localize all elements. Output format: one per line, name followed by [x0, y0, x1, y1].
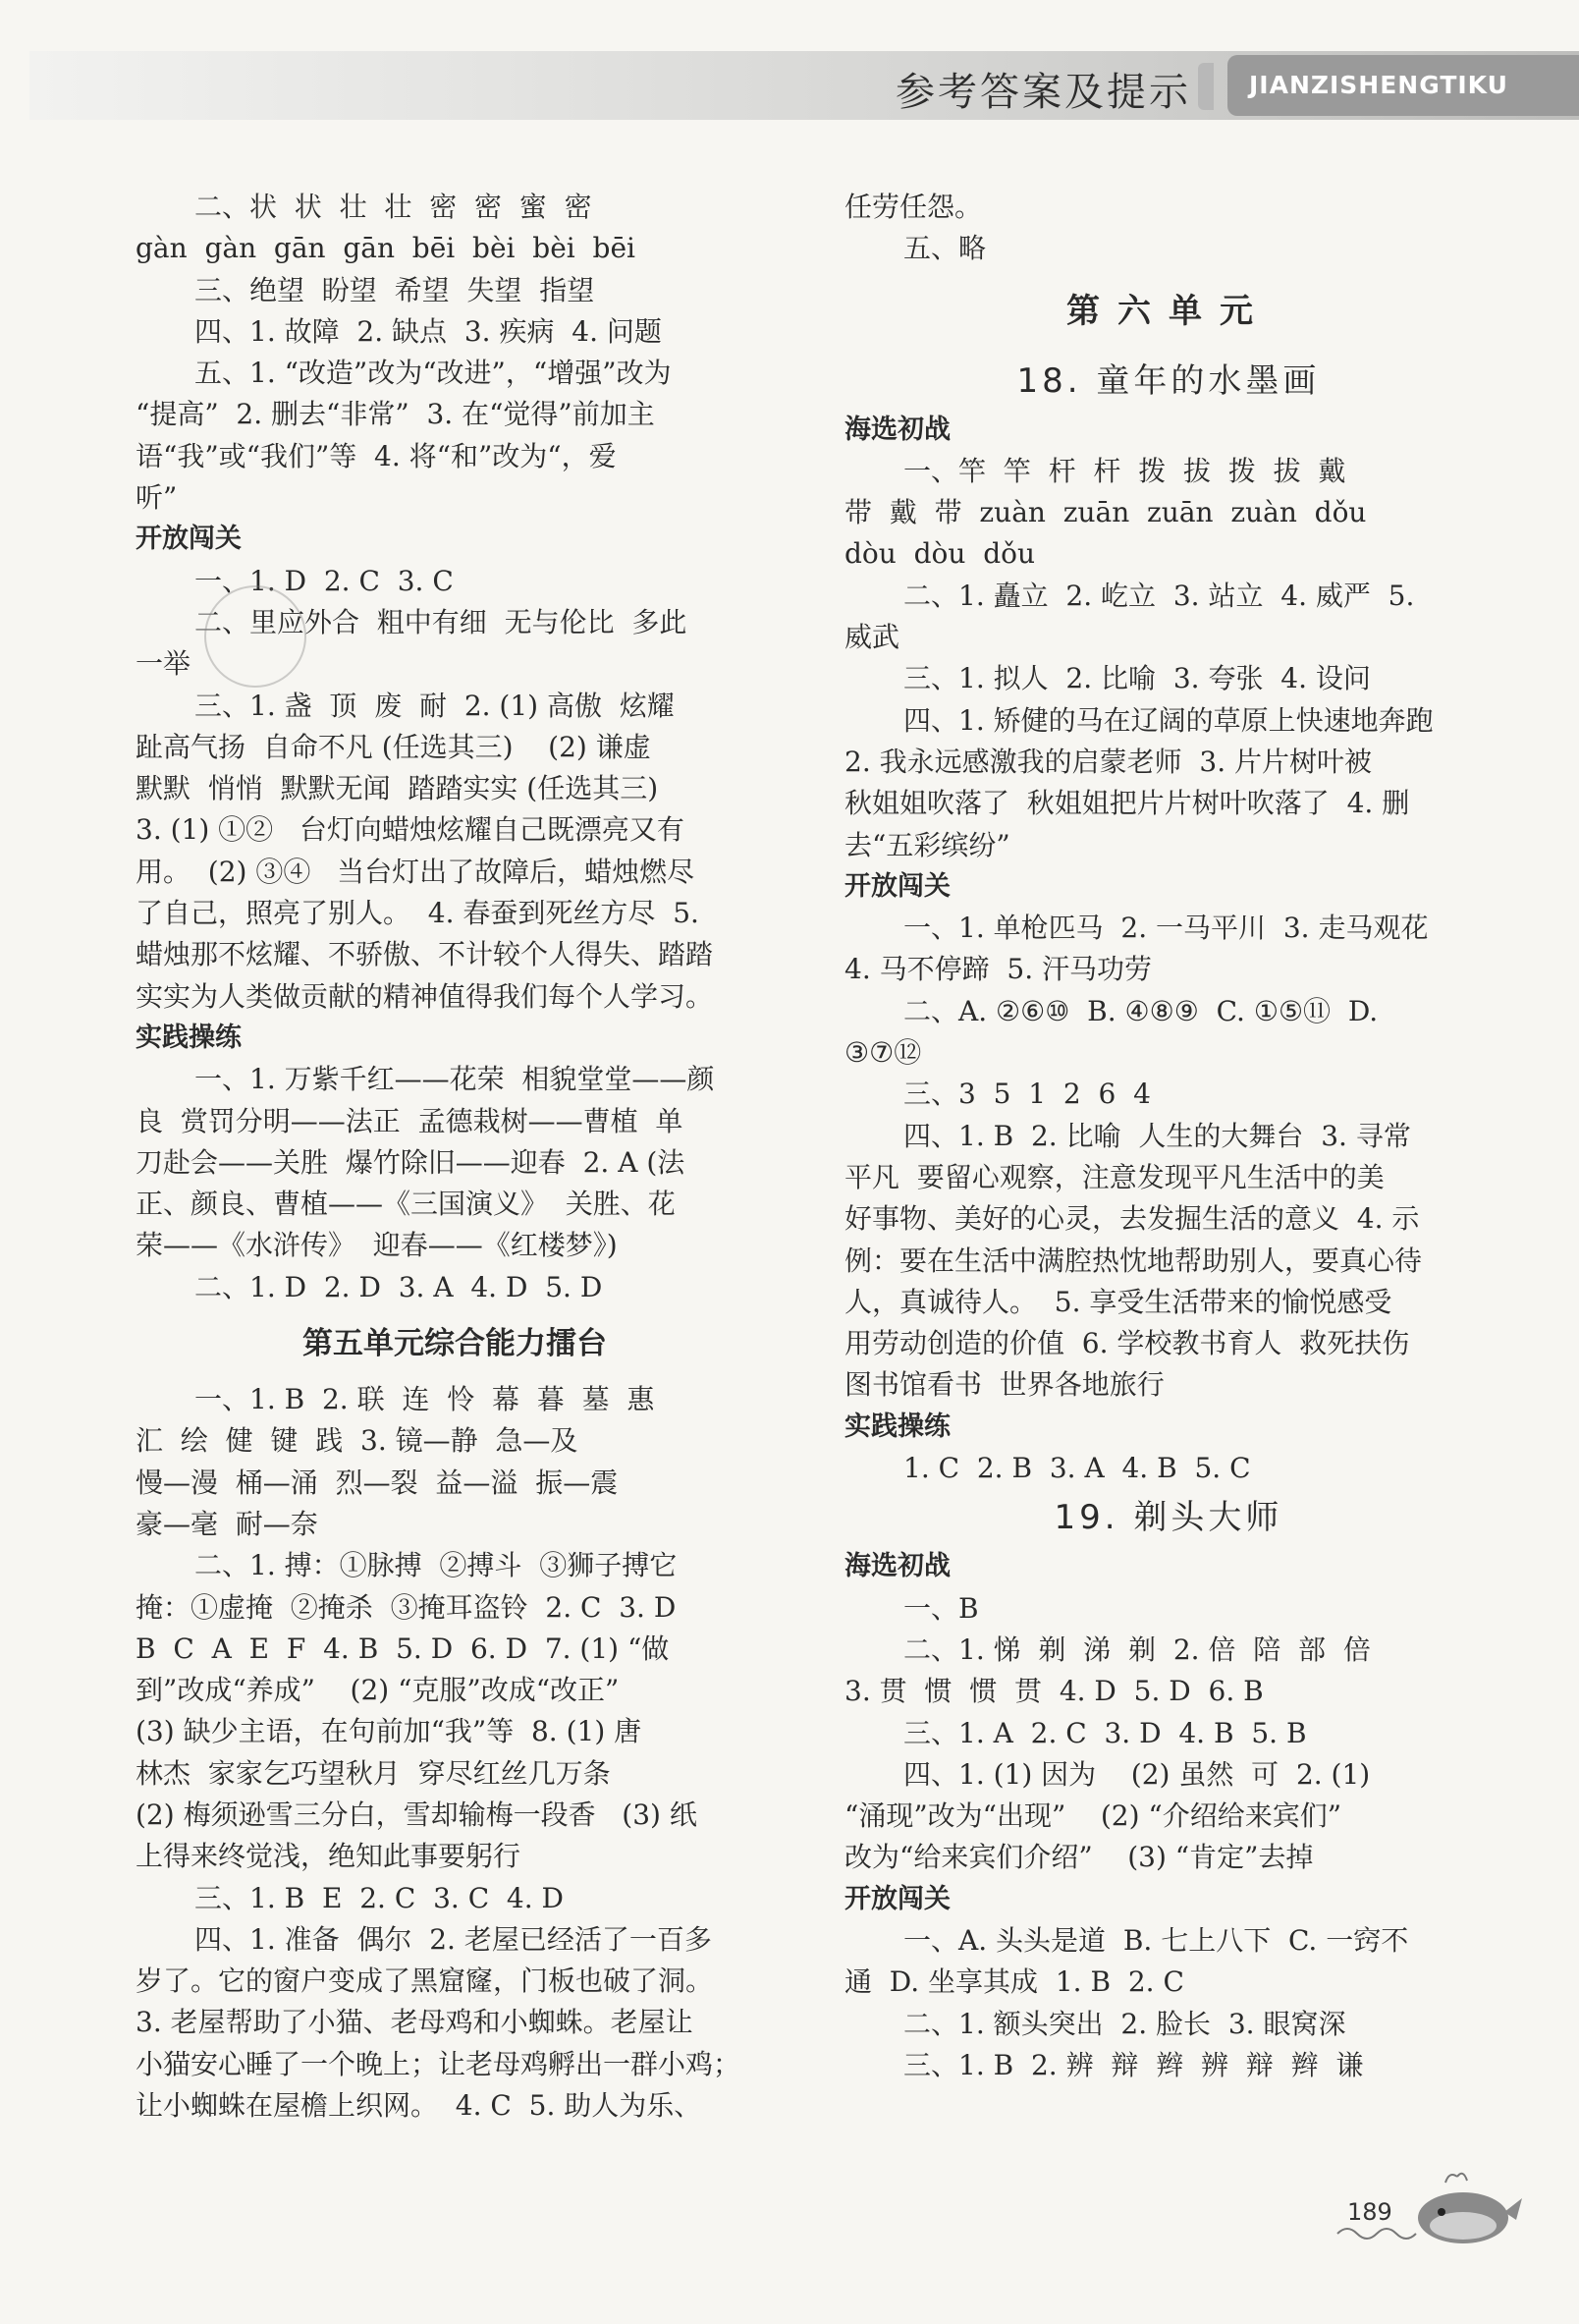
- answer-line: 二、1. 矗立 2. 屹立 3. 站立 4. 威严 5.: [903, 579, 1415, 612]
- answer-line: 四、1. B 2. 比喻 人生的大舞台 3. 寻常: [903, 1119, 1411, 1152]
- answer-line: 1. C 2. B 3. A 4. B 5. C: [903, 1452, 1251, 1485]
- answer-line: 正、颜良、曹植——《三国演义》 关胜、花: [136, 1188, 676, 1221]
- answer-line: 一、1. 万紫千红——花荣 相貌堂堂——颜: [194, 1063, 715, 1096]
- right-answer-column: [844, 187, 1493, 2086]
- answer-line: 威武: [844, 621, 900, 654]
- answer-line: 三、1. 盏 顶 废 耐 2. (1) 高傲 炫耀: [194, 689, 675, 722]
- section-heading: 实践操练: [844, 1411, 951, 1442]
- answer-line: 一举: [136, 647, 191, 681]
- answer-line: 4. 马不停蹄 5. 汗马功劳: [844, 953, 1153, 986]
- answer-line: 了自己，照亮了别人。 4. 春蚕到死丝方尽 5.: [136, 897, 699, 930]
- answer-line: 四、1. 矫健的马在辽阔的草原上快速地奔跑: [903, 703, 1434, 737]
- answer-line: 实实为人类做贡献的精神值得我们每个人学习。: [136, 979, 714, 1013]
- answer-line: 五、1. “改造”改为“改进”，“增强”改为: [194, 357, 672, 390]
- answer-line: B C A E F 4. B 5. D 6. D 7. (1) “做: [136, 1632, 670, 1665]
- answer-line: 例：要在生活中满腔热忱地帮助别人，要真心待: [844, 1244, 1423, 1277]
- answer-line: 秋姐姐吹落了 秋姐姐把片片树叶吹落了 4. 删: [844, 787, 1410, 820]
- section-heading: 开放闯关: [136, 524, 242, 555]
- answer-line: 二、A. ②⑥⑩ B. ④⑧⑨ C. ①⑤⑪ D.: [903, 994, 1379, 1027]
- answer-line: 一、1. B 2. 联 连 怜 幕 暮 墓 惠: [194, 1383, 655, 1416]
- answer-line: ③⑦⑫: [844, 1036, 922, 1070]
- review-title: 第五单元综合能力擂台: [302, 1326, 607, 1362]
- answer-line: 任劳任怨。: [844, 191, 983, 223]
- watermark-stamp: [204, 585, 306, 688]
- answer-line: 到”改成“养成” (2) “克服”改成“改正”: [136, 1674, 620, 1707]
- answer-line: 林杰 家家乞巧望秋月 穿尽红丝几万条: [136, 1756, 611, 1790]
- section-heading: 海选初战: [844, 1551, 951, 1582]
- answer-line: 刀赴会——关胜 爆竹除旧——迎春 2. A (法: [136, 1145, 685, 1179]
- answer-line: 三、1. 拟人 2. 比喻 3. 夸张 4. 设问: [903, 662, 1371, 695]
- answer-line: 三、1. B E 2. C 3. C 4. D: [194, 1881, 564, 1914]
- answer-line: 一、B: [903, 1591, 979, 1625]
- answer-line: 二、里应外合 粗中有细 无与伦比 多此: [194, 605, 687, 638]
- answer-line: 三、3 5 1 2 6 4: [903, 1078, 1151, 1111]
- answer-line: 用劳动创造的价值 6. 学校教书育人 救死扶伤: [844, 1327, 1410, 1360]
- answer-line: “涌现”改为“出现” (2) “介绍给来宾们”: [844, 1799, 1342, 1833]
- whale-mascot-icon: [1406, 2169, 1524, 2247]
- answer-line: 四、1. (1) 因为 (2) 虽然 可 2. (1): [903, 1757, 1371, 1791]
- answer-line: 汇 绘 健 键 践 3. 镜—静 急—及: [136, 1424, 578, 1458]
- answer-line: (2) 梅须逊雪三分白，雪却输梅一段香 (3) 纸: [136, 1798, 697, 1831]
- answer-line: dòu dòu dǒu: [844, 537, 1036, 571]
- answer-line: 3. (1) ①② 台灯向蜡烛炫耀自己既漂亮又有: [136, 813, 684, 847]
- answer-line: 一、1. 单枪匹马 2. 一马平川 3. 走马观花: [903, 912, 1429, 945]
- answer-line: 图书馆看书 世界各地旅行: [844, 1368, 1165, 1402]
- answer-line: 掩：①虚掩 ②掩杀 ③掩耳盗铃 2. C 3. D: [136, 1590, 677, 1624]
- answer-line: 人，真诚待人。 5. 享受生活带来的愉悦感受: [844, 1285, 1392, 1318]
- answer-line: 良 赏罚分明——法正 孟德栽树——曹植 单: [136, 1104, 683, 1137]
- answer-line: 一、A. 头头是道 B. 七上八下 C. 一窍不: [903, 1923, 1409, 1957]
- left-answer-column: [136, 187, 774, 2127]
- answer-line: 通 D. 坐享其成 1. B 2. C: [844, 1965, 1184, 1999]
- answer-line: 去“五彩缤纷”: [844, 828, 1010, 861]
- answer-line: 小猫安心睡了一个晚上；让老母鸡孵出一群小鸡；: [136, 2047, 741, 2080]
- answer-line: 改为“给来宾们介绍” (3) “肯定”去掉: [844, 1841, 1314, 1874]
- answer-line: 3. 老屋帮助了小猫、老母鸡和小蜘蛛。老屋让: [136, 2006, 693, 2039]
- answer-line: 三、1. B 2. 辨 辩 辫 辨 辩 辫 谦: [903, 2048, 1364, 2081]
- page-number: 189: [1347, 2198, 1392, 2226]
- answer-line: 听”: [136, 481, 178, 515]
- answer-line: 三、绝望 盼望 希望 失望 指望: [194, 273, 595, 306]
- answer-line: 四、1. 准备 偶尔 2. 老屋已经活了一百多: [194, 1922, 712, 1956]
- answer-line: 带 戴 带 zuàn zuān zuān zuàn dǒu: [844, 496, 1367, 529]
- answer-line: 3. 贯 惯 惯 贯 4. D 5. D 6. B: [844, 1675, 1264, 1708]
- answer-line: 二、1. D 2. D 3. A 4. D 5. D: [194, 1270, 603, 1303]
- answer-line: 用。 (2) ③④ 当台灯出了故障后，蜡烛燃尽: [136, 855, 695, 888]
- answer-line: 四、1. 故障 2. 缺点 3. 疾病 4. 问题: [194, 314, 662, 348]
- answer-line: 二、状 状 壮 壮 密 密 蜜 密: [194, 191, 592, 223]
- answer-line: 一、1. D 2. C 3. C: [194, 564, 454, 597]
- section-heading: 实践操练: [136, 1022, 242, 1053]
- series-code-label: JIANZISHENGTIKU: [1227, 55, 1579, 116]
- answer-line: 岁了。它的窗户变成了黑窟窿，门板也破了洞。: [136, 1964, 714, 1998]
- answer-line: 五、略: [903, 232, 987, 265]
- page-header-title: 参考答案及提示: [896, 70, 1191, 115]
- lesson-title: 19. 剃头大师: [1054, 1498, 1283, 1538]
- header-tab-decoration: [1198, 63, 1214, 110]
- answer-line: “提高” 2. 删去“非常” 3. 在“觉得”前加主: [136, 398, 655, 431]
- answer-line: 让小蜘蛛在屋檐上织网。 4. C 5. 助人为乐、: [136, 2089, 702, 2123]
- section-heading: 海选初战: [844, 414, 951, 445]
- lesson-title: 18. 童年的水墨画: [1016, 360, 1321, 401]
- answer-line: 2. 我永远感激我的启蒙老师 3. 片片树叶被: [844, 745, 1373, 778]
- answer-line: gàn gàn gān gān bēi bèi bèi bēi: [136, 232, 636, 265]
- answer-line: 一、竿 竿 杆 杆 拨 拔 拨 拔 戴: [903, 454, 1346, 487]
- section-heading: 开放闯关: [844, 870, 951, 902]
- answer-line: 好事物、美好的心灵，去发掘生活的意义 4. 示: [844, 1202, 1420, 1236]
- unit-title: 第六单元: [1066, 291, 1271, 331]
- answer-line: 二、1. 悌 剃 涕 剃 2. 倍 陪 部 倍: [903, 1632, 1371, 1666]
- answer-line: 默默 悄悄 默默无闻 踏踏实实 (任选其三): [136, 772, 659, 805]
- answer-line: (3) 缺少主语，在句前加“我”等 8. (1) 唐: [136, 1715, 642, 1748]
- answer-line: 语“我”或“我们”等 4. 将“和”改为“，爱: [136, 439, 617, 472]
- answer-line: 三、1. A 2. C 3. D 4. B 5. B: [903, 1716, 1307, 1749]
- answer-line: 上得来终觉浅，绝知此事要躬行: [136, 1840, 521, 1873]
- answer-line: 二、1. 搏：①脉搏 ②搏斗 ③狮子搏它: [194, 1549, 678, 1582]
- answer-line: 平凡 要留心观察，注意发现平凡生活中的美: [844, 1160, 1385, 1193]
- answer-line: 蜡烛那不炫耀、不骄傲、不计较个人得失、踏踏: [136, 938, 714, 971]
- section-heading: 开放闯关: [844, 1883, 951, 1914]
- answer-line: 二、1. 额头突出 2. 脸长 3. 眼窝深: [903, 2007, 1346, 2040]
- answer-line: 慢—漫 桶—涌 烈—裂 益—溢 振—震: [136, 1466, 619, 1499]
- answer-line: 豪—毫 耐—奈: [136, 1507, 318, 1540]
- answer-line: 趾高气扬 自命不凡 (任选其三) (2) 谦虚: [136, 730, 651, 763]
- answer-line: 荣——《水浒传》 迎春——《红楼梦》): [136, 1229, 618, 1262]
